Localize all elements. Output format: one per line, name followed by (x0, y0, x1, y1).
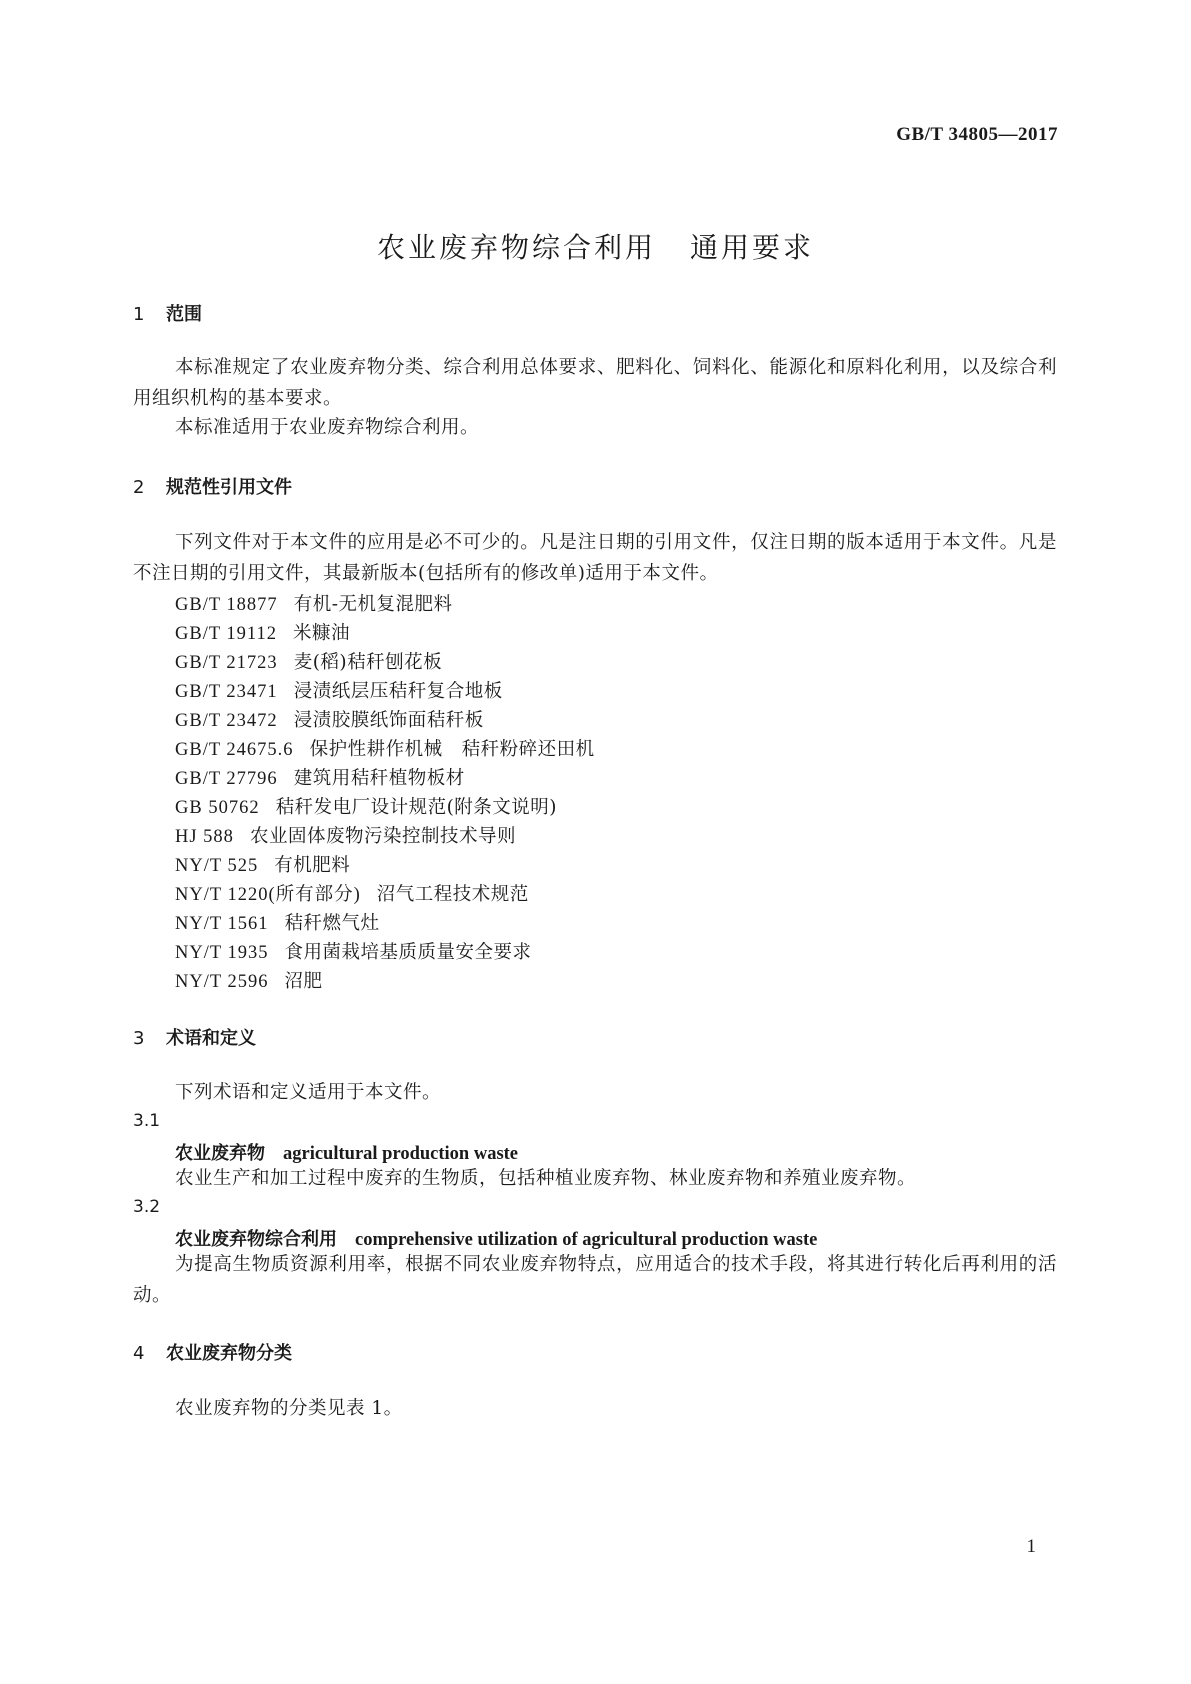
classification-text: 农业废弃物的分类见表 1。 (175, 1398, 403, 1419)
normative-intro: 下列文件对于本文件的应用是必不可少的。凡是注日期的引用文件，仅注日期的版本适用于本文件。凡是不注日期的引用文件，其最新版本(包括所有的修改单)适用于本文件。 (133, 532, 1057, 584)
title-main: 农业废弃物综合利用 (376, 231, 656, 264)
reference-item: GB/T 21723 麦(稻)秸秆刨花板 (175, 652, 443, 673)
reference-item: GB/T 24675.6 保护性耕作机械 秸秆粉碎还田机 (175, 739, 595, 760)
reference-item: NY/T 525 有机肥料 (175, 855, 351, 876)
term-definition: 农业生产和加工过程中废弃的生物质，包括种植业废弃物、林业废弃物和养殖业废弃物。 (175, 1168, 917, 1189)
term-title: 农业废弃物综合利用 comprehensive utilization of agricultural production waste (175, 1229, 818, 1250)
page-number: 1 (1026, 1536, 1036, 1557)
reference-item: HJ 588 农业固体废物污染控制技术导则 (175, 826, 516, 847)
section-3-heading: 3 术语和定义 (133, 1028, 256, 1049)
scope-paragraph-1: 本标准规定了农业废弃物分类、综合利用总体要求、肥料化、饲料化、能源化和原料化利用，以及综合利用组织机构的基本要求。 (133, 357, 1057, 409)
reference-item: GB/T 18877 有机-无机复混肥料 (175, 594, 453, 615)
scope-paragraph-2: 本标准适用于农业废弃物综合利用。 (175, 417, 480, 438)
section-4-heading: 4 农业废弃物分类 (133, 1343, 292, 1364)
terms-intro: 下列术语和定义适用于本文件。 (175, 1082, 442, 1103)
term-definition: 为提高生物质资源利用率，根据不同农业废弃物特点，应用适合的技术手段，将其进行转化后再利用的活动。 (133, 1254, 1057, 1306)
reference-item: NY/T 1561 秸秆燃气灶 (175, 913, 380, 934)
reference-item: GB/T 23471 浸渍纸层压秸秆复合地板 (175, 681, 503, 702)
section-1-heading: 1 范围 (133, 304, 202, 325)
reference-item: GB 50762 秸秆发电厂设计规范(附条文说明) (175, 797, 558, 818)
term-number: 3.2 (133, 1197, 161, 1217)
document-title (0, 226, 1191, 266)
standard-code: GB/T 34805—2017 (896, 124, 1058, 145)
title-sub: 通用要求 (690, 231, 815, 264)
reference-item: NY/T 1220(所有部分) 沼气工程技术规范 (175, 884, 529, 905)
reference-item: GB/T 23472 浸渍胶膜纸饰面秸秆板 (175, 710, 484, 731)
reference-item: GB/T 27796 建筑用秸秆植物板材 (175, 768, 465, 789)
section-2-heading: 2 规范性引用文件 (133, 477, 292, 498)
term-number: 3.1 (133, 1111, 161, 1131)
term-title: 农业废弃物 agricultural production waste (175, 1143, 519, 1164)
reference-item: NY/T 2596 沼肥 (175, 971, 323, 992)
reference-item: NY/T 1935 食用菌栽培基质质量安全要求 (175, 942, 532, 963)
reference-item: GB/T 19112 米糠油 (175, 623, 351, 644)
